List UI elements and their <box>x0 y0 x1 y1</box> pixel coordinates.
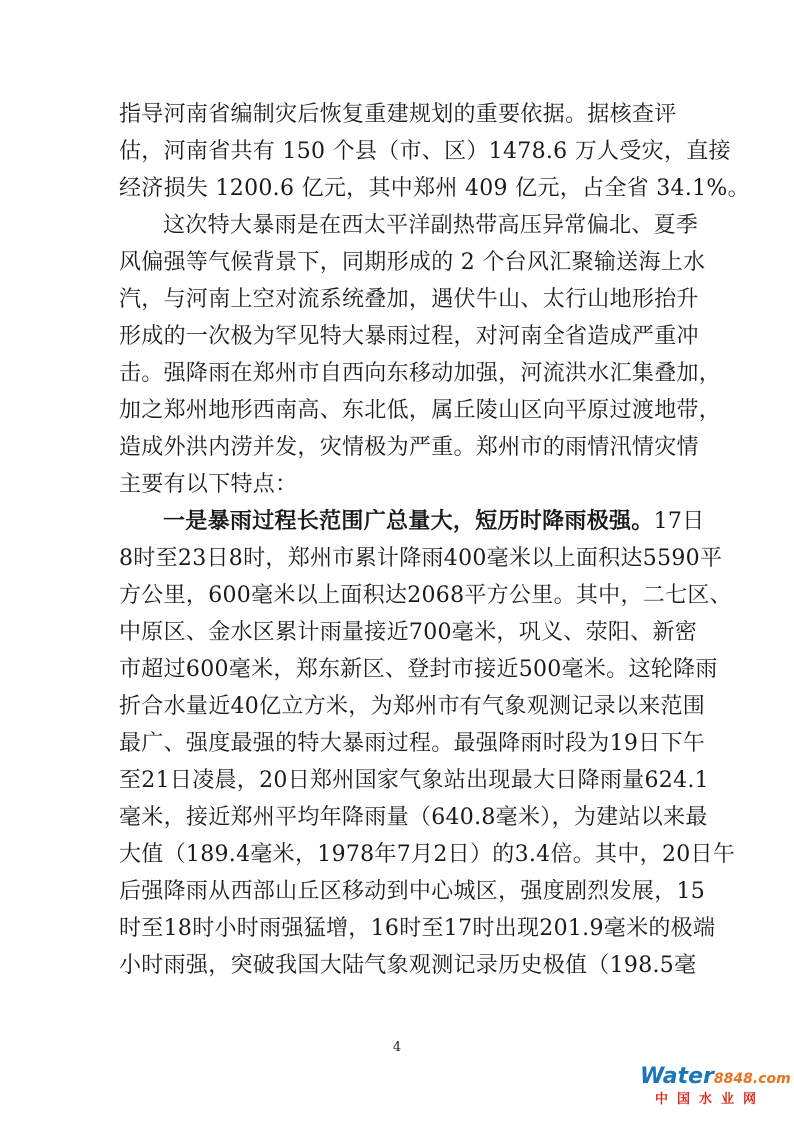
watermark-logo <box>640 1064 791 1113</box>
text-line: 估，河南省共有 150 个县（市、区）1478.6 万人受灾，直接 <box>119 139 731 164</box>
text-line: 方公里，600毫米以上面积达2068平方公里。其中，二七区、 <box>119 583 732 608</box>
text-fragment: 17日 <box>653 509 705 534</box>
paragraph-start-line <box>119 503 705 540</box>
text-line: 加之郑州地形西南高、东北低，属丘陵山区向平原过渡地带， <box>119 398 722 423</box>
text-line: 折合水量近40亿立方米，为郑州市有气象观测记录以来范围 <box>119 694 706 719</box>
text-line: 后强降雨从西部山丘区移动到中心城区，强度剧烈发展，15 <box>119 879 706 904</box>
page-number: 4 <box>392 1040 402 1055</box>
text-line: 至21日凌晨，20日郑州国家气象站出现最大日降雨量624.1 <box>119 768 709 793</box>
text-line: 大值（189.4毫米，1978年7月2日）的3.4倍。其中，20日午 <box>119 842 736 867</box>
watermark-subtitle: 中国水业网 <box>654 1092 765 1107</box>
text-line: 8时至23日8时，郑州市累计降雨400毫米以上面积达5590平 <box>119 546 723 571</box>
paragraph-start-line: 这次特大暴雨是在西太平洋副热带高压异常偏北、夏季 <box>163 213 699 238</box>
text-line: 毫米，接近郑州平均年降雨量（640.8毫米），为建站以来最 <box>119 805 708 830</box>
watermark-brand-word: Water <box>640 1064 714 1089</box>
text-line: 击。强降雨在郑州市自西向东移动加强，河流洪水汇集叠加， <box>119 361 722 386</box>
text-line: 时至18时小时雨强猛增，16时至17时出现201.9毫米的极端 <box>119 916 716 941</box>
text-line: 小时雨强，突破我国大陆气象观测记录历史极值（198.5毫 <box>119 953 697 978</box>
text-line: 造成外洪内涝并发，灾情极为严重。郑州市的雨情汛情灾情 <box>119 435 699 460</box>
text-line: 经济损失 1200.6 亿元，其中郑州 409 亿元，占全省 34.1%。 <box>119 176 750 201</box>
text-line: 主要有以下特点： <box>119 472 298 497</box>
body-text <box>119 96 750 984</box>
watermark-brand-suffix: .com <box>752 1071 791 1087</box>
text-line: 汽，与河南上空对流系统叠加，遇伏牛山、太行山地形抬升 <box>119 287 699 312</box>
text-line: 形成的一次极为罕见特大暴雨过程，对河南全省造成严重冲 <box>119 324 699 349</box>
section-heading: 一是暴雨过程长范围广总量大，短历时降雨极强。 <box>163 509 654 534</box>
text-line: 最广、强度最强的特大暴雨过程。最强降雨时段为19日下午 <box>119 731 706 756</box>
text-line: 指导河南省编制灾后恢复重建规划的重要依据。据核查评 <box>119 102 677 127</box>
watermark-brand-number: 8848 <box>713 1071 753 1087</box>
text-line: 市超过600毫米，郑东新区、登封市接近500毫米。这轮降雨 <box>119 657 718 682</box>
watermark-brand <box>640 1064 791 1091</box>
text-line: 风偏强等气候背景下，同期形成的 2 个台风汇聚输送海上水 <box>119 250 706 275</box>
text-line: 中原区、金水区累计雨量接近700毫米，巩义、荥阳、新密 <box>119 620 698 645</box>
